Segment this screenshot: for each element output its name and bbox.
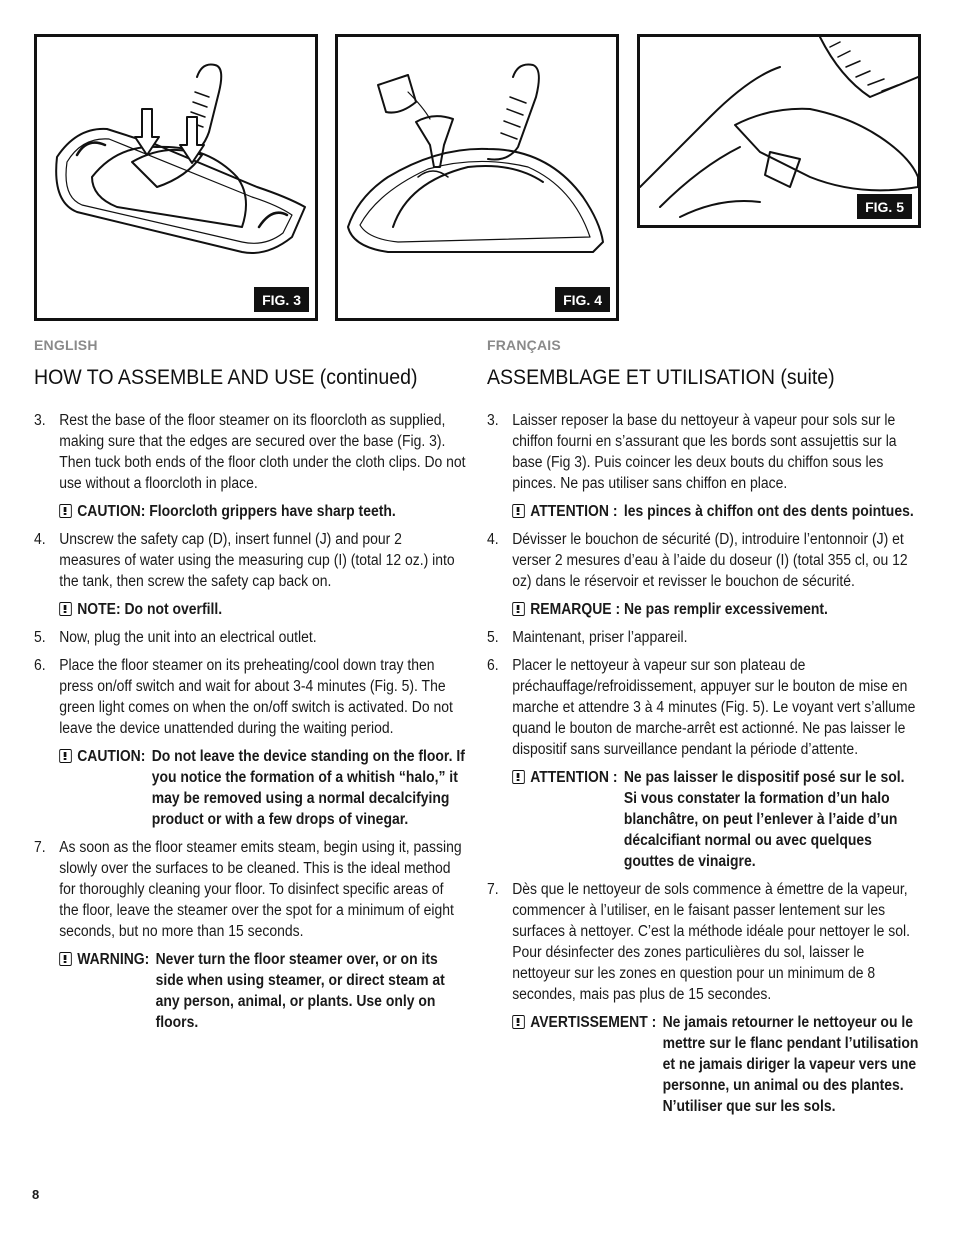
french-attention-halo: ATTENTION : Ne pas laisser le dispositif posé sur le sol. Si vous constater la formation d’un halo blanchâtre, on peut l’enlever à l’aide d’un décalcifiant normal ou avec quelques gouttes de vinaigre. [512,767,919,872]
figure-5 [637,34,921,228]
english-caution-grippers: CAUTION: Floorcloth grippers have sharp teeth. [59,501,466,522]
french-step-3: 3. Laisser reposer la base du nettoyeur à vapeur pour sols sur le chiffon fourni en s’assurant que les bords sont assujettis sur la base (Fig 3). Puis coincer les deux bouts du chiffon sous les pinces. Ne pas utiliser sans chiffon en place. [487,412,897,492]
caution-icon [512,504,525,518]
english-step-7: 7. As soon as the floor steamer emits steam, begin using it, passing slowly over the surfaces to be cleaned. This is the ideal method for thoroughly cleaning your floor. To disinfect specific areas of the floor, leave the steamer over the spot for a minimum of eight seconds, but no more than 15 seconds. [34,839,462,940]
figure-3 [34,34,318,321]
english-step-4: 4. Unscrew the safety cap (D), insert funnel (J) and pour 2 measures of water using the measuring cup (I) (total 12 oz.) into the tank, then screw the safety cap back on. [34,531,455,590]
french-section-title: ASSEMBLAGE ET UTILISATION (suite) [487,366,835,389]
french-step-5: 5. Maintenant, priser l’appareil. [487,629,688,646]
figure-4-label: FIG. 4 [555,287,610,312]
caution-icon [512,770,525,784]
french-step-6: 6. Placer le nettoyeur à vapeur sur son plateau de préchauffage/refroidissement, appuyer sur le bouton de mise en marche et attendre 3 à 4 minutes (Fig. 5). Le voyant vert s’allume quand le bouton de marche-arrêt est actionné. Ne pas laisser le dispositif sans surveillance pendant la période d’attente. [487,657,916,758]
english-step-3: 3. Rest the base of the floor steamer on its floorcloth as supplied, making sure that the edges are secured over the base (Fig. 3). Then tuck both ends of the floor cloth under the cloth clips. Do not use without a floorcloth in place. [34,412,466,492]
french-step-7: 7. Dès que le nettoyeur de sols commence à émettre de la vapeur, commencer à l’utiliser, en le faisant passer lentement sur les surfaces à nettoyer. C’est la méthode idéale pour nettoyer le sol. Pour désinfecter des zones particulières du sol, laisser le nettoyeur sur les zones en question pour un minimum de 8 secondes, mais pas plus de 15 secondes. [487,881,910,1003]
french-column [487,410,954,1124]
french-step-4: 4. Dévisser le bouchon de sécurité (D), introduire l’entonnoir (J) et verser 2 mesures d’eau à l’aide du doseur (I) (total 355 cl, ou 12 oz) dans le réservoir et revisser le bouchon de sécurité. [487,531,908,590]
english-step-6: 6. Place the floor steamer on its preheating/cool down tray then press on/off switch and wait for about 3-4 minutes (Fig. 5). The green light comes on when the on/off switch is activated. Do not leave the device unattended during the waiting period. [34,657,453,737]
french-remarque: REMARQUE : Ne pas remplir excessivement. [512,599,919,620]
english-caution-halo: CAUTION: Do not leave the device standing on the floor. If you notice the formation of a whitish “halo,” it may be removed using a normal decalcifying product or with a few drops of vinegar. [59,746,466,830]
english-note-overfill: NOTE: Do not overfill. [59,599,466,620]
figure-4 [335,34,619,321]
warning-icon [59,952,72,966]
caution-icon [59,602,72,616]
french-avertissement: AVERTISSEMENT : Ne jamais retourner le nettoyeur ou le mettre sur le flanc pendant l’utilisation et ne jamais diriger la vapeur vers une personne, un animal ou des plantes. N’utiliser que sur les sols. [512,1012,919,1117]
english-column [34,410,514,1040]
french-language-label: FRANÇAIS [487,337,561,353]
english-section-title: HOW TO ASSEMBLE AND USE (continued) [34,366,418,389]
page-number: 8 [32,1187,40,1202]
english-step-5: 5. Now, plug the unit into an electrical outlet. [34,629,317,646]
caution-icon [59,749,72,763]
figure-5-label: FIG. 5 [857,194,912,219]
caution-icon [512,602,525,616]
floor-steamer-on-cloth-illustration [37,37,315,318]
english-warning-steam: WARNING: Never turn the floor steamer over, or on its side when using steamer, or direct steam at any person, animal, or plants. Use only on floors. [59,949,466,1033]
caution-icon [59,504,72,518]
warning-icon [512,1015,525,1029]
filling-water-tank-illustration [338,37,616,318]
french-attention-pinces: ATTENTION : les pinces à chiffon ont des dents pointues. [512,501,919,522]
english-language-label: ENGLISH [34,337,98,353]
figure-3-label: FIG. 3 [254,287,309,312]
